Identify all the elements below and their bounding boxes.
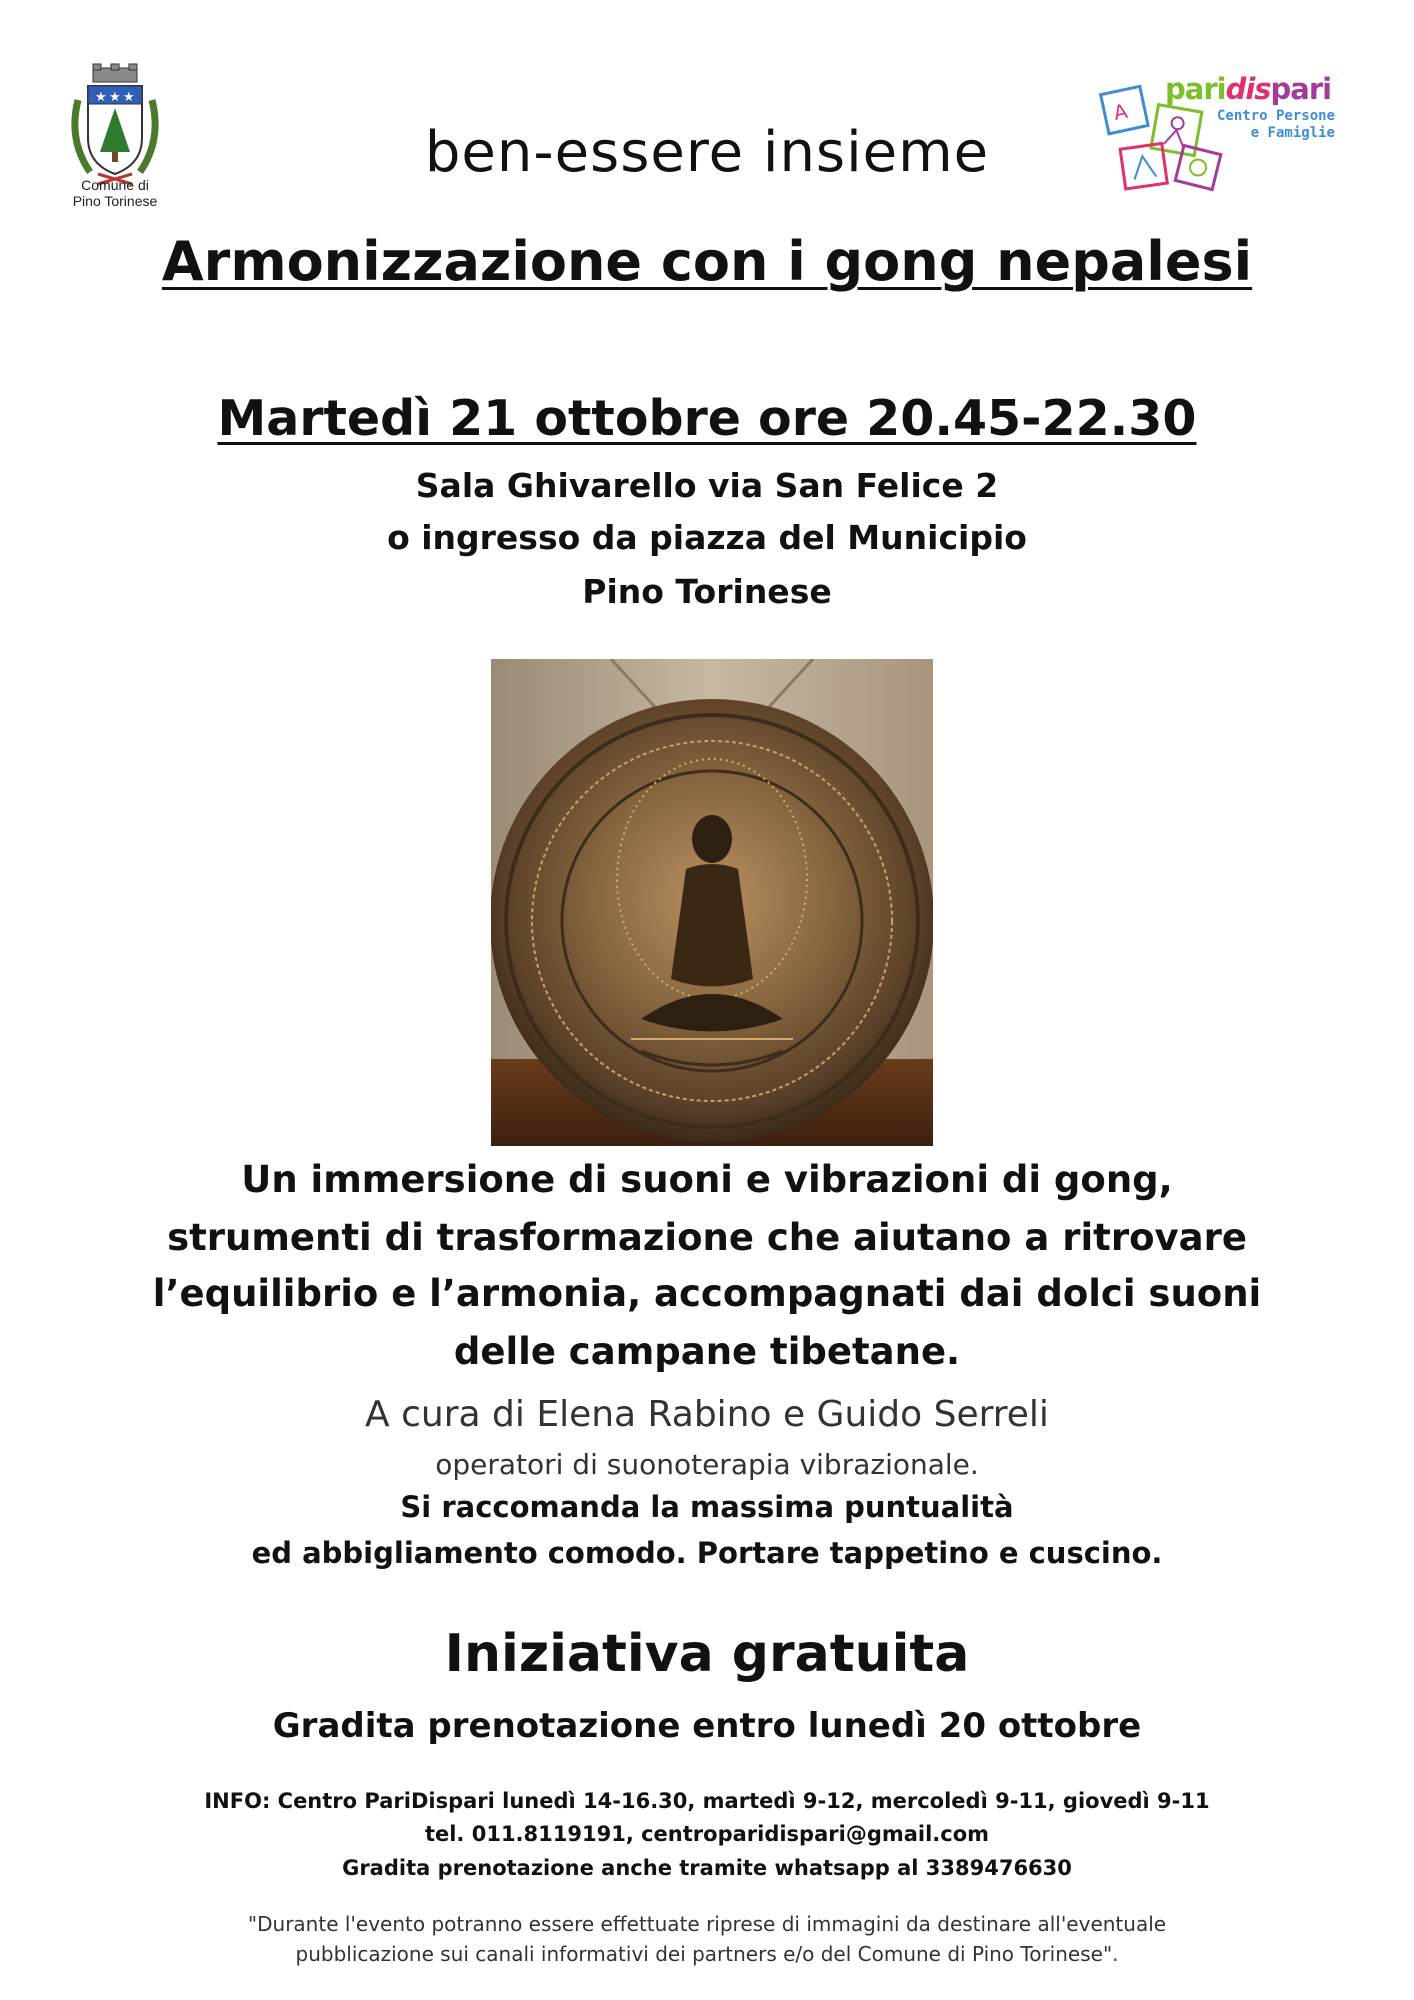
recommendation-line1: Si raccomanda la massima puntualità <box>400 1490 1014 1524</box>
description-line2: strumenti di trasformazione che aiutano a ritrovare <box>167 1216 1247 1259</box>
description-line3: l’equilibrio e l’armonia, accompagnati dai dolci suoni <box>152 1272 1262 1315</box>
logo-part2: dis <box>1225 72 1271 106</box>
description-line1: Un immersione di suoni e vibrazioni di gong, <box>241 1158 1173 1201</box>
coat-caption-line2: Pino Torinese <box>72 193 158 209</box>
event-date-text: Martedì 21 ottobre ore 20.45-22.30 <box>217 390 1197 447</box>
curators-role: operatori di suonoterapia vibrazionale. <box>435 1448 979 1481</box>
address-line3: Pino Torinese <box>582 572 832 611</box>
svg-text:★: ★ <box>109 90 121 105</box>
event-title-text: Armonizzazione con i gong nepalesi <box>161 230 1253 293</box>
logo-sub-line2: e Famiglie <box>1250 125 1335 141</box>
event-title <box>0 230 1414 293</box>
address-line1: Sala Ghivarello via San Felice 2 <box>415 466 999 505</box>
recommendation-line2: ed abbigliamento comodo. Portare tappetino e cuscino. <box>251 1536 1163 1570</box>
info-contacts: tel. 011.8119191, centroparidispari@gmail.com <box>424 1822 990 1846</box>
tagline: ben-essere insieme <box>424 120 990 185</box>
svg-text:★: ★ <box>95 90 107 105</box>
disclaimer-line2: pubblicazione sui canali informativi dei partners e/o del Comune di Pino Torinese". <box>295 1942 1119 1966</box>
logo-sub-line1: Centro Persone <box>1216 108 1335 124</box>
address-line2: o ingresso da piazza del Municipio <box>387 518 1027 557</box>
paridispari-wordmark <box>1165 72 1331 106</box>
description-line4: delle campane tibetane. <box>453 1330 961 1373</box>
disclaimer-line1: "Durante l'evento potranno essere effettuate riprese di immagini da destinare all'eventuale <box>247 1912 1167 1936</box>
logo-part1: pari <box>1165 72 1226 106</box>
curated-by: A cura di Elena Rabino e Guido Serreli <box>365 1394 1049 1435</box>
logo-part3: pari <box>1270 72 1332 106</box>
free-initiative-label: Iniziativa gratuita <box>444 1624 970 1684</box>
svg-text:★: ★ <box>123 90 135 105</box>
svg-text:A: A <box>1111 98 1130 126</box>
info-hours: INFO: Centro PariDispari lunedì 14-16.30, martedì 9-12, mercoledì 9-11, giovedì 9-11 <box>204 1789 1210 1813</box>
coat-caption-line1: Comune di <box>81 177 149 193</box>
info-whatsapp: Gradita prenotazione anche tramite whatsapp al 3389476630 <box>342 1856 1072 1880</box>
gong-photo <box>491 659 933 1146</box>
booking-deadline: Gradita prenotazione entro lunedì 20 ottobre <box>272 1706 1142 1746</box>
event-date-time <box>0 390 1414 447</box>
